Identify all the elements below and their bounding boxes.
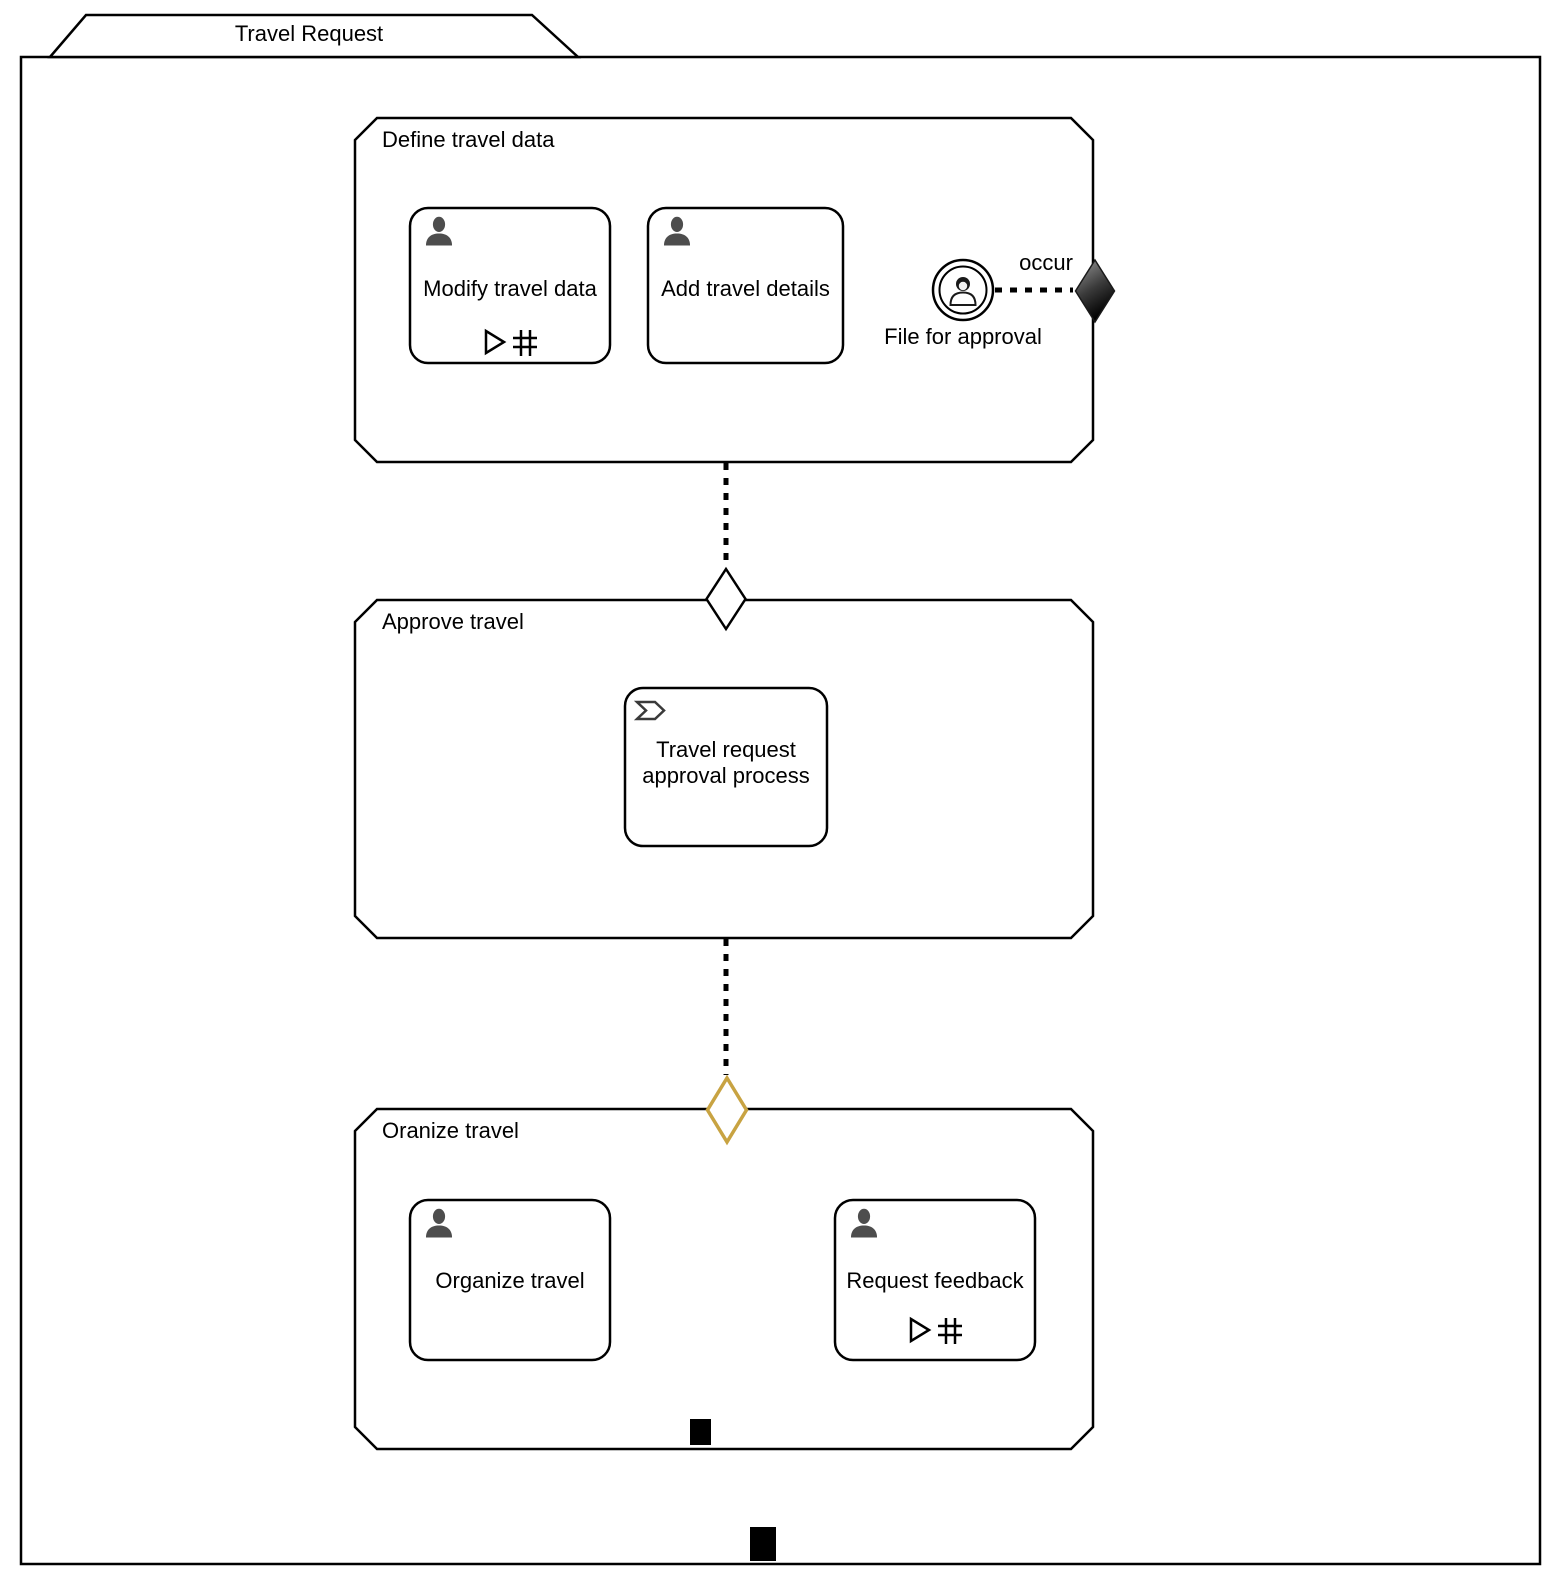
- task-label-add-travel-details: Add travel details: [661, 276, 830, 301]
- autocomplete-marker-case: [750, 1527, 776, 1561]
- stage-label-define-travel-data: Define travel data: [382, 127, 555, 152]
- autocomplete-marker-stage: [690, 1419, 711, 1445]
- case-title[interactable]: Travel Request: [234, 21, 384, 46]
- task-label-line1: Travel request: [656, 737, 796, 762]
- task-label-line2: approval process: [642, 763, 810, 788]
- event-file-for-approval[interactable]: [933, 260, 993, 320]
- task-label-approval-process: [625, 737, 827, 789]
- task-label-request-feedback: Request feedback: [846, 1268, 1024, 1293]
- event-label-file-for-approval: File for approval: [884, 324, 1042, 349]
- task-label-modify-travel-data: Modify travel data: [423, 276, 597, 301]
- task-label-organize-travel: Organize travel: [435, 1268, 585, 1293]
- stage-label-approve-travel: Approve travel: [382, 609, 524, 634]
- stage-label-oranize-travel: Oranize travel: [382, 1118, 519, 1143]
- connector-label-occur: occur: [1019, 250, 1073, 275]
